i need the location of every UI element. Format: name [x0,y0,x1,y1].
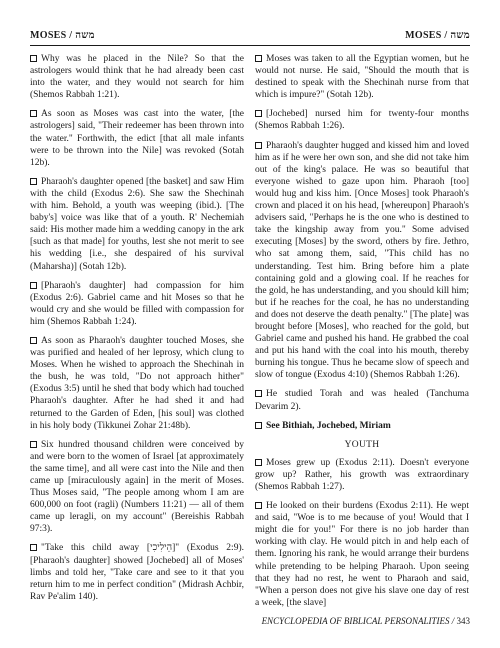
entry-text: [Pharaoh's daughter] had compassion for him (Exodus 2:6). Gabriel came and hit Moses so that he would cry and she would be filled with compassion for him (Shemos Rabbah 1:24). [30,280,244,327]
page-number: 343 [456,616,470,626]
entry-text: As soon as Moses was cast into the water, [the astrologers] said, "Their redeemer has been thrown into the water." Forthwith, the edict [that all male infants were to be thrown into the Nile] was revoked (Sotah 12b). [30,109,244,168]
entry [255,420,469,432]
section-heading: YOUTH [344,439,380,450]
entry [30,108,244,168]
checkbox-icon [30,337,37,344]
running-head-right: MOSES / משה [405,30,470,41]
left-column [30,53,244,610]
checkbox-icon [30,282,37,289]
see-also-text: See Bithiah, Jochebed, Miriam [266,420,391,431]
entry [255,457,469,493]
entry-text: Six hundred thousand children were conceived by and were born to the women of Israel [at approximately the same time], and all were cast into the Nile and then came up [miraculously again] in the merit of Moses. Thus Moses said, "The people among whom I am are 600,000 on foot (ragli) (Numbers 11:21) — all of them came up leragli, on my account" (Bereishis Rabbah 97:3). [30,439,244,535]
entry-text: Moses was taken to all the Egyptian women, but he would not nurse. He said, "Should the mouth that is destined to speak with the Shechinah nurse from that which is impure?" (Sotah 12b). [255,54,469,101]
entry [255,53,469,101]
entry [30,280,244,328]
footer-title: ENCYCLOPEDIA OF BIBLICAL PERSONALITIES / [261,616,457,626]
entry-text: He looked on their burdens (Exodus 2:11). He wept and said, "Woe is to me because of you! Would that I might die for you!" For there is no job harder than working with clay. He would pitch in and help each of them. Ignoring his rank, he would arrange their burdens while pretending to be helping Pharaoh. Upon seeing that they had no rest, he went to Pharaoh and said, "When a person does not give his slave one day of rest a week, [the slave] [255,501,469,608]
checkbox-icon [30,441,37,448]
checkbox-icon [255,459,262,466]
entry [30,335,244,432]
entry-text: [Jochebed] nursed him for twenty-four months (Shemos Rabbah 1:26). [255,109,469,132]
entry [255,500,469,609]
entry [30,53,244,101]
entry [30,176,244,273]
entry-text: He studied Torah and was healed (Tanchuma Devarim 2). [255,389,469,412]
entry [30,542,244,602]
checkbox-icon [255,502,262,509]
entry [255,388,469,412]
entry-text: Pharaoh's daughter hugged and kissed him and loved him as if he were her own son, and she did not take him out of the king's palace. He was so beautiful that everyone wished to gaze upon him. Pharaoh [too] would hug and kiss him. [Once Moses] took Pharaoh's crown and placed it on his head, [whereupon] Pharaoh's advisers said, "Perhaps he is the one who is destined to take the kingship away from you." Some advised executing [Moses] by the sword, others by fire. Jethro, who sat among them, said, "This child has no understanding. Test him. Bring before him a plate containing gold and a glowing coal. If he reaches for the gold, he has understanding, and you should kill him; but if he reaches for the coal, he has no understanding and does not deserve the death penalty." [The plate] was brought before [Moses], who reached for the gold, but Gabriel came and pushed his hand. He grabbed the coal and put his hand with the coal into his mouth, thereby burning his tongue. Thus he became slow of speech and slow of tongue (Exodus 4:10) (Shemos Rabbah 1:26). [255,140,469,381]
entry [30,439,244,536]
page-footer [262,616,470,626]
entry-text: As soon as Pharaoh's daughter touched Moses, she was purified and healed of her leprosy, which clung to Moses. When he wished to approach the Shechinah in the bush, he was told, "Do not approach hither" (Exodus 3:5) until he shed that body which had touched Pharaoh's daughter. After he had shed it and had returned to the Garden of Eden, [his soul] was clothed in his holy body (Tikkunei Zohar 21:48b). [30,335,244,431]
entry-text: Why was he placed in the Nile? So that the astrologers would think that he had already been cast into the water, and they would not search for him (Shemos Rabbah 1:21). [30,54,244,101]
checkbox-icon [255,422,262,429]
checkbox-icon [30,55,37,62]
header-rule [30,45,470,46]
entry [255,140,469,382]
checkbox-icon [30,178,37,185]
checkbox-icon [30,110,37,117]
checkbox-icon [255,142,262,149]
right-column [255,53,469,616]
entry-text: Pharaoh's daughter opened [the basket] and saw Him with the child (Exodus 2:6). She saw the Shechinah with him. Behold, a youth was weeping (ibid.). [The baby's] voice was like that of a youth. R' Nechemiah said: His mother made him a wedding canopy in the ark [such as that made] for youths, lest she not merit to see his wedding [i.e., she despaired of his survival (Maharsha)] (Sotah 12b). [30,176,244,272]
entry-text: Moses grew up (Exodus 2:11). Doesn't everyone grow up? Rather, his growth was extraordinary (Shemos Rabbah 1:27). [255,457,469,492]
checkbox-icon [255,390,262,397]
entry [255,108,469,132]
checkbox-icon [30,544,37,551]
running-head-left: MOSES / משה [30,30,95,41]
entry-text: "Take this child away [הֵילִיכִי]" (Exodus 2:9). [Pharaoh's daughter] showed [Jochebed] all of Moses' limbs and told her, "Take care and see to it that you return him to me in perfect condition" (Midrash Achbir, Rav Pe'alim 140). [30,543,244,602]
checkbox-icon [255,110,262,117]
checkbox-icon [255,55,262,62]
